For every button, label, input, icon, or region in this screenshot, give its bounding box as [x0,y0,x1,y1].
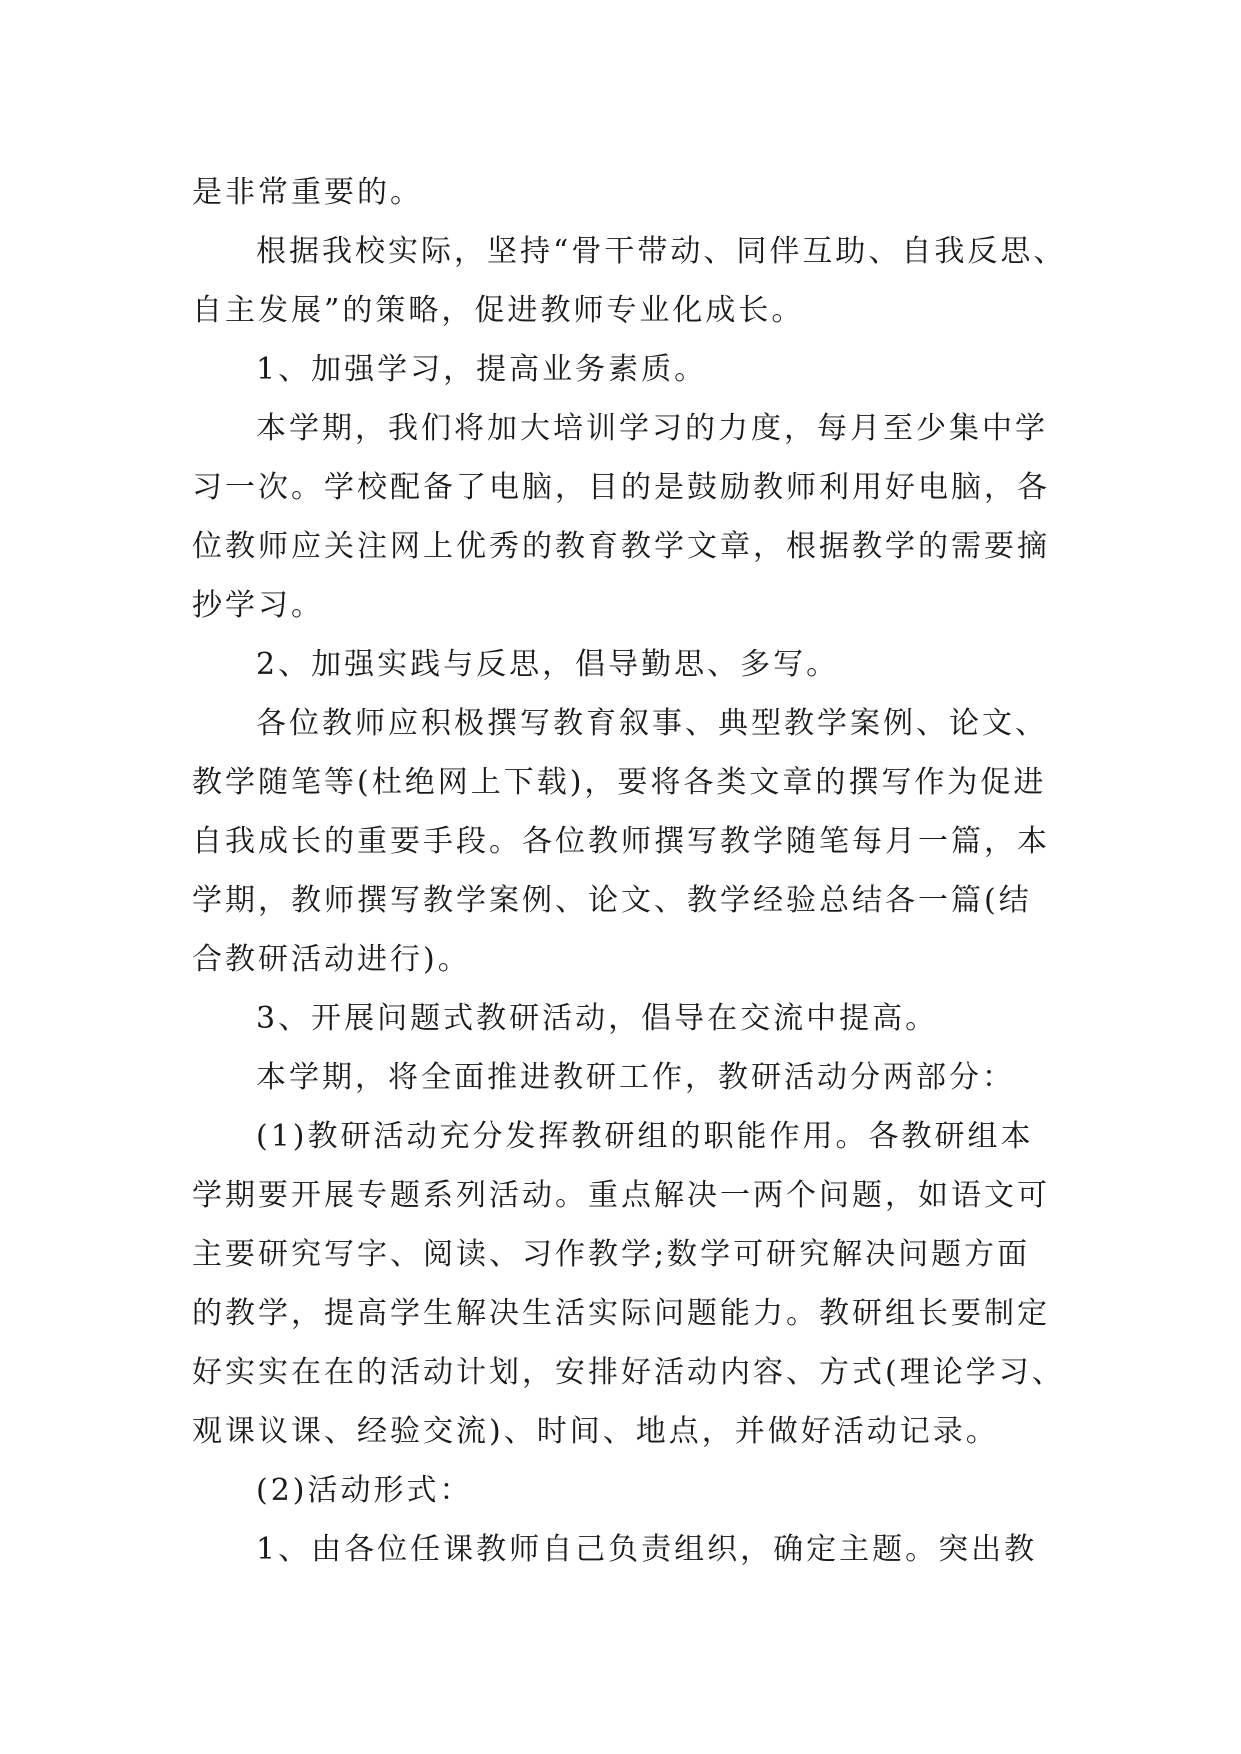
text-line: 自我成长的重要手段。各位教师撰写教学随笔每月一篇，本 [192,824,1050,859]
text-line: 学期要开展专题系列活动。重点解决一两个问题，如语文可 [192,1178,1050,1213]
text-line: 各位教师应积极撰写教育叙事、典型教学案例、论文、 [256,706,1048,741]
text-line: (1)教研活动充分发挥教研组的职能作用。各教研组本 [256,1119,1034,1154]
text-line: 的教学，提高学生解决生活实际问题能力。教研组长要制定 [192,1296,1050,1331]
text-line: (2)活动形式： [256,1473,473,1508]
text-line: 合教研活动进行)。 [192,942,471,977]
text-line: 2、加强实践与反思，倡导勤思、多写。 [256,647,840,682]
text-line: 抄学习。 [192,588,324,623]
text-line: 是非常重要的。 [192,175,423,210]
document-body [192,163,1067,1579]
text-line: 1、加强学习，提高业务素质。 [256,352,708,387]
text-line: 教学随笔等(杜绝网上下载)，要将各类文章的撰写作为促进 [192,765,1047,800]
text-line: 根据我校实际，坚持“骨干带动、同伴互助、自我反思、 [256,234,1067,269]
text-line: 自主发展”的策略，促进教师专业化成长。 [192,293,805,328]
text-line: 3、开展问题式教研活动，倡导在交流中提高。 [256,1001,939,1036]
text-line: 观课议课、经验交流)、时间、地点，并做好活动记录。 [192,1414,999,1449]
text-line: 好实实在在的活动计划，安排好活动内容、方式(理论学习、 [192,1355,1065,1390]
text-line: 本学期，我们将加大培训学习的力度，每月至少集中学 [256,411,1048,446]
text-line: 主要研究写字、阅读、习作教学;数学可研究解决问题方面 [192,1237,1031,1272]
text-line: 1、由各位任课教师自己负责组织，确定主题。突出教 [256,1532,1038,1567]
text-line: 本学期，将全面推进教研工作，教研活动分两部分： [256,1060,1015,1095]
text-line: 位教师应关注网上优秀的教育教学文章，根据教学的需要摘 [192,529,1050,564]
text-line: 习一次。学校配备了电脑，目的是鼓励教师利用好电脑，各 [192,470,1050,505]
text-line: 学期，教师撰写教学案例、论文、教学经验总结各一篇(结 [192,883,1032,918]
